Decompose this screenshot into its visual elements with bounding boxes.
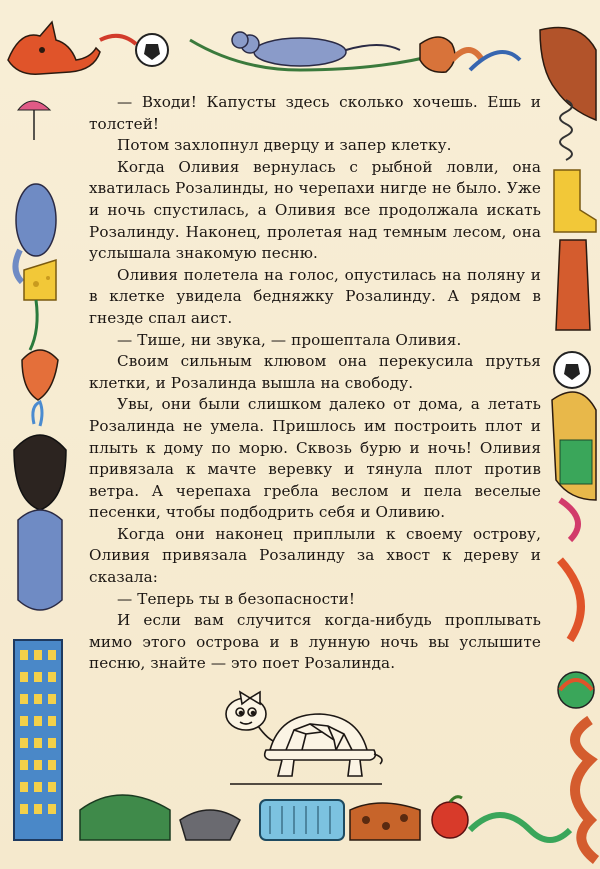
- giraffe-icon: [556, 240, 590, 330]
- paragraph: И если вам случится когда-нибудь проплывать мимо этого острова и в лунную ночь вы услышите песню, знайте — это поет Розалинда.: [89, 611, 541, 673]
- paragraph: Своим сильным клювом она перекусила прутья клетки, и Розалинда вышла на свободу.: [89, 352, 541, 392]
- elephant-icon: [18, 510, 62, 610]
- elephant-icon: [80, 795, 170, 840]
- paragraph: Оливия полетела на голос, опустилась на поляну и в клетке увидела бедняжку Розалинду. А рядом в гнезде спал аист.: [89, 265, 541, 327]
- cheese-icon: [24, 260, 56, 300]
- paragraph: Когда Оливия вернулась с рыбной ловли, она хватилась Розалинды, но черепахи нигде не было. Уже и ночь спустилась, а Оливия все продолжала искать Розалинду. Наконец, пролетая над темным лесом, она услышала знакомую песню.: [89, 157, 541, 263]
- apple-icon: [432, 797, 468, 838]
- bird-icon: [22, 350, 58, 400]
- tram-icon: [260, 800, 344, 840]
- turtle-with-bow-icon: [210, 684, 390, 794]
- snake-icon: [575, 720, 596, 860]
- ball-icon: [558, 672, 594, 708]
- building-icon: [14, 640, 62, 840]
- spring-icon: [560, 100, 572, 160]
- whale-icon: [14, 402, 66, 510]
- cat-icon: [8, 22, 100, 74]
- dog-icon: [180, 810, 240, 840]
- paragraph: Увы, они были слишком далеко от дома, а летать Розалинда не умела. Пришлось им построить плот и плыть к дому по морю. Сквозь бурю и ночь! Оливия привязала к мачте веревку и тянула плот против ветра. А черепаха гребла веслом и пела веселые песенки, чтобы подбодрить себя и Оливию.: [89, 395, 541, 522]
- dog-icon: [552, 392, 596, 500]
- giraffe-icon: [350, 803, 420, 840]
- paragraph: — Тише, ни звука, — прошептала Оливия.: [117, 330, 462, 349]
- story-text: [89, 92, 541, 675]
- paragraph: Потом захлопнул дверцу и запер клетку.: [117, 136, 452, 155]
- soccer-ball-icon: [136, 34, 168, 66]
- paragraph: — Теперь ты в безопасности!: [117, 589, 356, 608]
- paragraph: — Входи! Капусты здесь сколько хочешь. Ешь и толстей!: [89, 93, 541, 133]
- umbrella-icon: [18, 101, 50, 140]
- boot-icon: [554, 170, 596, 232]
- paragraph: Когда они наконец приплыли к своему острову, Оливия привязала Розалинду за хвост к дереву и сказала:: [89, 524, 541, 587]
- mouse-icon: [232, 32, 400, 66]
- soccer-ball-icon: [554, 352, 590, 388]
- fox-icon: [540, 28, 596, 121]
